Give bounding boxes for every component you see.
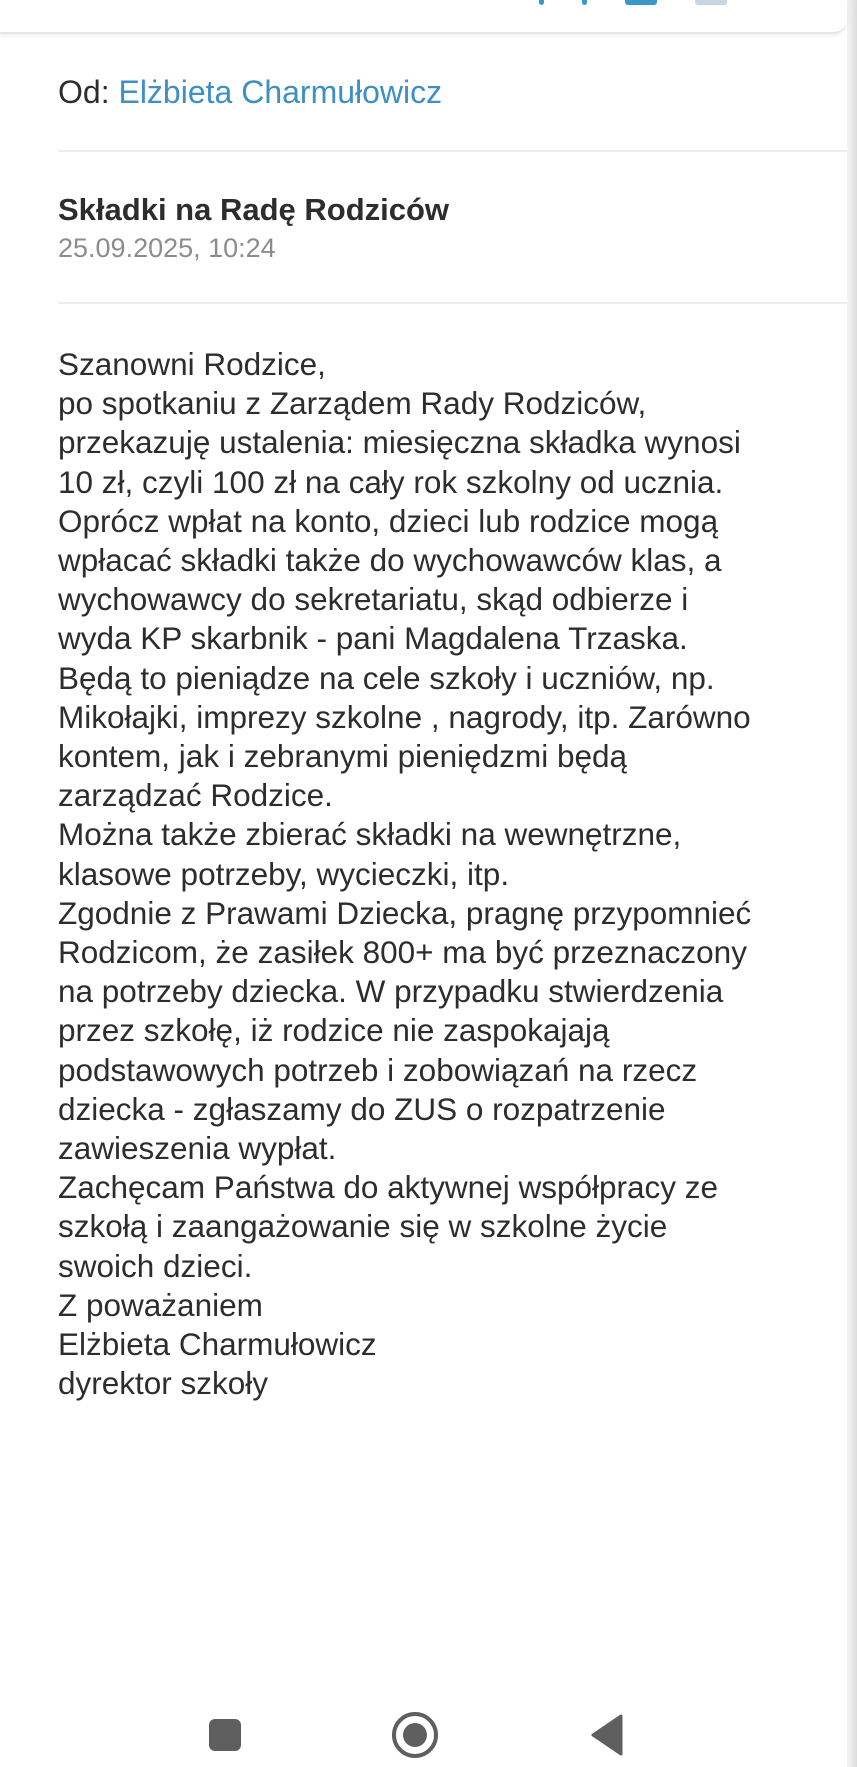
body-line: wpłacać składki także do wychowawców klas, a — [58, 542, 722, 579]
body-line: podstawowych potrzeb i zobowiązań na rzecz — [58, 1051, 698, 1088]
triangle-back-icon — [581, 1710, 631, 1760]
body-line: Zgodnie z Prawami Dziecka, pragnę przypomnieć — [58, 894, 752, 931]
body-line: swoich dzieci. — [58, 1247, 253, 1284]
home-button[interactable] — [390, 1710, 440, 1760]
message-subject: Składki na Radę Rodziców — [58, 192, 450, 227]
body-line: Szanowni Rodzice, — [58, 346, 326, 382]
from-row — [58, 70, 442, 114]
body-line: 10 zł, czyli 100 zł na cały rok szkolny od ucznia. — [58, 463, 724, 500]
recent-apps-button[interactable] — [200, 1710, 250, 1760]
square-recents-icon — [200, 1710, 250, 1760]
body-line: po spotkaniu z Zarządem Rady Rodziców, — [58, 385, 647, 422]
top-toolbar — [0, 0, 847, 34]
toolbar-icon-right[interactable] — [625, 0, 657, 5]
body-line: dyrektor szkoły — [58, 1365, 269, 1402]
system-nav-bar — [0, 1700, 847, 1767]
body-line: Zachęcam Państwa do aktywnej współpracy ze — [58, 1169, 719, 1206]
screen-edge — [847, 0, 857, 1767]
back-button[interactable] — [581, 1710, 631, 1760]
message-date: 25.09.2025, 10:24 — [58, 233, 276, 263]
body-line: Mikołajki, imprezy szkolne , nagrody, itp. Zarówno — [58, 698, 751, 735]
toolbar-icon-middle[interactable] — [582, 0, 587, 5]
body-line: Z poważaniem — [58, 1286, 263, 1323]
from-label: Od: — [58, 74, 110, 110]
body-line: Rodzicom, że zasiłek 800+ ma być przeznaczony — [58, 934, 747, 971]
body-line: klasowe potrzeby, wycieczki, itp. — [58, 855, 510, 892]
toolbar-icon-left[interactable] — [539, 0, 544, 5]
sender-link[interactable]: Elżbieta Charmułowicz — [118, 74, 443, 110]
body-line: Elżbieta Charmułowicz — [58, 1326, 377, 1363]
body-line: na potrzeby dziecka. W przypadku stwierdzenia — [58, 973, 724, 1010]
body-line: wychowawcy do sekretariatu, skąd odbierze i — [58, 581, 689, 618]
body-line: Będą to pieniądze na cele szkoły i uczniów, np. — [58, 659, 715, 696]
body-line: zawieszenia wypłat. — [58, 1130, 337, 1167]
body-line: przez szkołę, iż rodzice nie zaspokajają — [58, 1012, 610, 1049]
toolbar-icons — [539, 0, 727, 6]
body-line: szkołą i zaangażowanie się w szkolne życie — [58, 1208, 668, 1245]
body-line: zarządzać Rodzice. — [58, 777, 333, 814]
message-body — [58, 345, 838, 1403]
header-divider — [58, 150, 847, 152]
body-line: przekazuję ustalenia: miesięczna składka wynosi — [58, 424, 741, 461]
body-line: Można także zbierać składki na wewnętrzne, — [58, 816, 682, 853]
circle-home-icon — [390, 1710, 440, 1760]
body-line: kontem, jak i zebranymi pieniędzmi będą — [58, 738, 628, 775]
body-line: wyda KP skarbnik - pani Magdalena Trzaska. — [58, 620, 688, 657]
toolbar-icon-faded[interactable] — [695, 0, 727, 5]
body-line: dziecka - zgłaszamy do ZUS o rozpatrzenie — [58, 1090, 666, 1127]
body-line: Oprócz wpłat na konto, dzieci lub rodzice mogą — [58, 502, 719, 539]
body-divider — [58, 302, 847, 304]
